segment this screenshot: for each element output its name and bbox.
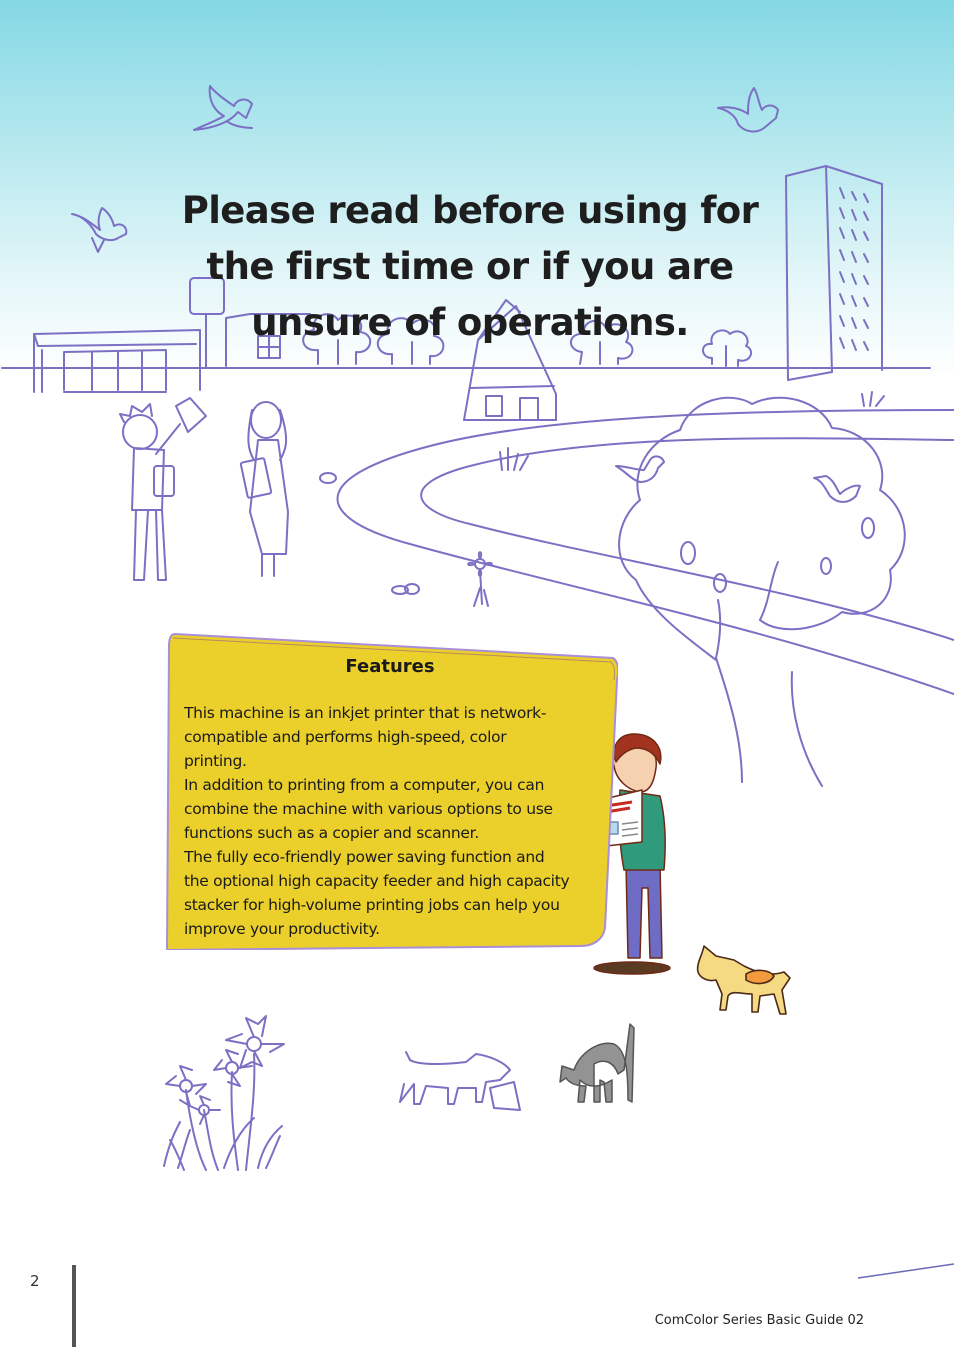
footer-divider xyxy=(72,1265,76,1347)
guide-title: ComColor Series Basic Guide 02 xyxy=(654,1313,864,1328)
headline-line: Please read before using for xyxy=(181,189,759,232)
bird-icon xyxy=(718,88,778,131)
features-line: The fully eco-friendly power saving function and xyxy=(184,848,545,866)
dog-icon xyxy=(400,1052,520,1110)
bird-icon xyxy=(194,86,252,130)
features-line: the optional high capacity feeder and high capacity xyxy=(184,872,570,890)
bird-icon xyxy=(814,476,860,502)
features-line: combine the machine with various options to use xyxy=(184,800,553,818)
bird-icon xyxy=(72,208,126,252)
tower-icon xyxy=(786,166,882,380)
features-line: printing. xyxy=(184,752,247,770)
features-line: stacker for high-volume printing jobs can help you xyxy=(184,896,560,914)
headline-line: the first time or if you are xyxy=(206,245,734,288)
page-headline xyxy=(150,183,790,351)
features-description xyxy=(184,701,604,941)
grass-icon xyxy=(862,392,884,406)
features-line: improve your productivity. xyxy=(184,920,380,938)
boy-figure-icon xyxy=(120,398,206,580)
features-title: Features xyxy=(345,656,435,677)
big-tree-icon xyxy=(619,398,905,786)
stone-icon xyxy=(320,473,336,483)
cat-icon xyxy=(560,1024,634,1102)
girl-figure-icon xyxy=(241,402,288,576)
page-number: 2 xyxy=(30,1272,40,1290)
dog-icon xyxy=(698,946,790,1014)
bird-icon xyxy=(616,456,664,482)
features-line: This machine is an inkjet printer that is network- xyxy=(184,704,547,722)
flowers-icon xyxy=(164,1016,284,1170)
features-line: functions such as a copier and scanner. xyxy=(184,824,479,842)
features-line: compatible and performs high-speed, color xyxy=(184,728,507,746)
features-line: In addition to printing from a computer, you can xyxy=(184,776,545,794)
footer-accent-line xyxy=(858,1264,954,1278)
headline-line: unsure of operations. xyxy=(251,301,689,344)
